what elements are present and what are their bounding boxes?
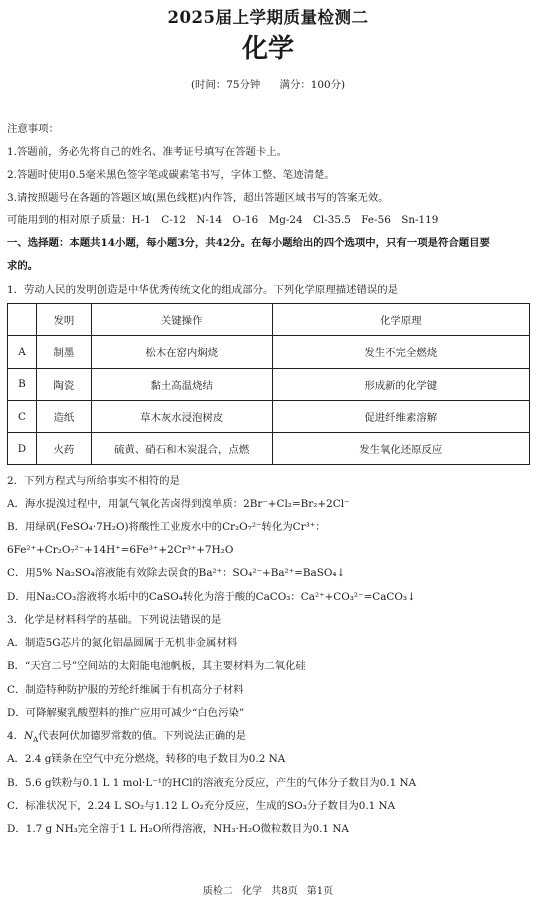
q3-option-c: C．制造特种防护服的芳纶纤维属于有机高分子材料 <box>7 684 244 696</box>
footer-total-pages: 共8页 <box>271 886 298 897</box>
table-header-cell: 发明 <box>36 304 91 336</box>
table-cell: 草木灰水浸泡树皮 <box>91 400 272 432</box>
table-row <box>8 433 530 465</box>
page-footer <box>0 882 536 897</box>
table-cell: B <box>8 368 37 400</box>
section1-instructions-cont: 求的。 <box>7 260 39 272</box>
full-score: 满分：100分) <box>279 79 345 91</box>
notice-item-2: 2.答题时使用0.5毫米黑色签字笔或碳素笔书写，字体工整、笔迹清楚。 <box>7 169 335 181</box>
q3-option-b: B．“天宫二号”空间站的太阳能电池帆板，其主要材料为二氧化硅 <box>7 660 306 672</box>
table-cell: 黏土高温烧结 <box>91 368 272 400</box>
q2-option-d: D．用Na₂CO₃溶液将水垢中的CaSO₄转化为溶于酸的CaCO₃：Ca²⁺+CO₃²⁻=CaCO₃↓ <box>7 591 416 603</box>
table-cell: 硫黄、硝石和木炭混合，点燃 <box>91 433 272 465</box>
q4-number: 4． <box>7 730 25 742</box>
footer-page-number: 第1页 <box>306 886 334 897</box>
q4-avogadro-subscript: A <box>33 736 39 745</box>
footer-exam: 质检二 <box>202 886 233 897</box>
subject-title: 化学 <box>241 34 294 64</box>
q1-table <box>7 303 530 465</box>
table-cell: 制墨 <box>36 336 91 368</box>
notice-item-3: 3.请按照题号在各题的答题区域(黑色线框)内作答，超出答题区域书写的答案无效。 <box>7 192 389 204</box>
time-limit: (时间：75分钟 <box>191 79 261 91</box>
table-cell: 火药 <box>36 433 91 465</box>
q2-option-a <box>7 497 350 511</box>
q3-option-d: D．可降解聚乳酸塑料的推广应用可减少“白色污染” <box>7 707 245 719</box>
exam-title: 2025届上学期质量检测二 <box>167 8 369 27</box>
table-cell: 松木在窑内焖烧 <box>91 336 272 368</box>
q2-option-b: B．用绿矾(FeSO₄·7H₂O)将酸性工业废水中的Cr₂O₇²⁻转化为Cr³⁺： <box>7 521 326 533</box>
table-row <box>8 400 530 432</box>
table-cell: 形成新的化学键 <box>272 368 529 400</box>
q4-option-c: C．标准状况下，2.24 L SO₂与1.12 L O₂充分反应，生成的SO₃分子数目为0.1 NA <box>7 800 396 812</box>
q4-stem <box>7 729 246 743</box>
footer-subject: 化学 <box>242 886 263 897</box>
q2-option-a-equation: 2Br⁻+Cl₂=Br₂+2Cl⁻ <box>243 498 350 510</box>
table-cell: A <box>8 336 37 368</box>
table-cell: 陶瓷 <box>36 368 91 400</box>
table-cell: D <box>8 433 37 465</box>
table-row <box>8 336 530 368</box>
table-cell: 发生不完全燃烧 <box>272 336 529 368</box>
table-header-cell <box>8 304 37 336</box>
q1-stem: 1．劳动人民的发明创造是中华优秀传统文化的组成部分。下列化学原理描述错误的是 <box>7 284 399 296</box>
q4-option-b: B．5.6 g铁粉与0.1 L 1 mol·L⁻¹的HCl的溶液充分反应，产生的气体分子数目为0.1 NA <box>7 777 417 789</box>
q4-option-a: A．2.4 g镁条在空气中充分燃烧，转移的电子数目为0.2 NA <box>7 753 286 765</box>
q4-option-d: D．1.7 g NH₃完全溶于1 L H₂O所得溶液，NH₃·H₂O微粒数目为0.1 NA <box>7 823 349 835</box>
q4-avogadro-symbol: N <box>24 730 34 742</box>
notice-heading: 注意事项： <box>7 123 59 135</box>
table-cell: 造纸 <box>36 400 91 432</box>
q4-stem-text: 代表阿伏加德罗常数的值。下列说法正确的是 <box>38 730 246 742</box>
q2-option-a-text: A．海水提溴过程中，用氯气氧化苦卤得到溴单质： <box>7 498 244 510</box>
table-header-row <box>8 304 530 336</box>
table-cell: 发生氧化还原反应 <box>272 433 529 465</box>
exam-time-info <box>0 76 536 91</box>
table-header-cell: 关键操作 <box>91 304 272 336</box>
notice-item-1: 1.答题前，务必先将自己的姓名、准考证号填写在答题卡上。 <box>7 146 288 158</box>
q2-option-b-equation: 6Fe²⁺+Cr₂O₇²⁻+14H⁺=6Fe³⁺+2Cr³⁺+7H₂O <box>7 544 234 556</box>
table-cell: C <box>8 400 37 432</box>
section1-instructions: 一、选择题：本题共14小题，每小题3分，共42分。在每小题给出的四个选项中，只有一项是符合题目要 <box>7 237 490 249</box>
q2-option-c: C．用5% Na₂SO₄溶液能有效除去误食的Ba²⁺：SO₄²⁻+Ba²⁺=BaSO₄↓ <box>7 567 346 579</box>
q3-stem: 3．化学是材料科学的基础。下列说法错误的是 <box>7 614 222 626</box>
table-row <box>8 368 530 400</box>
atomic-masses: 可能用到的相对原子质量：H-1 C-12 N-14 O-16 Mg-24 Cl-35.5 Fe-56 Sn-119 <box>7 214 439 226</box>
table-header-cell: 化学原理 <box>272 304 529 336</box>
q2-stem: 2．下列方程式与所给事实不相符的是 <box>7 475 180 487</box>
q3-option-a: A．制造5G芯片的氮化铝晶圆属于无机非金属材料 <box>7 637 238 649</box>
table-cell: 促进纤维素溶解 <box>272 400 529 432</box>
